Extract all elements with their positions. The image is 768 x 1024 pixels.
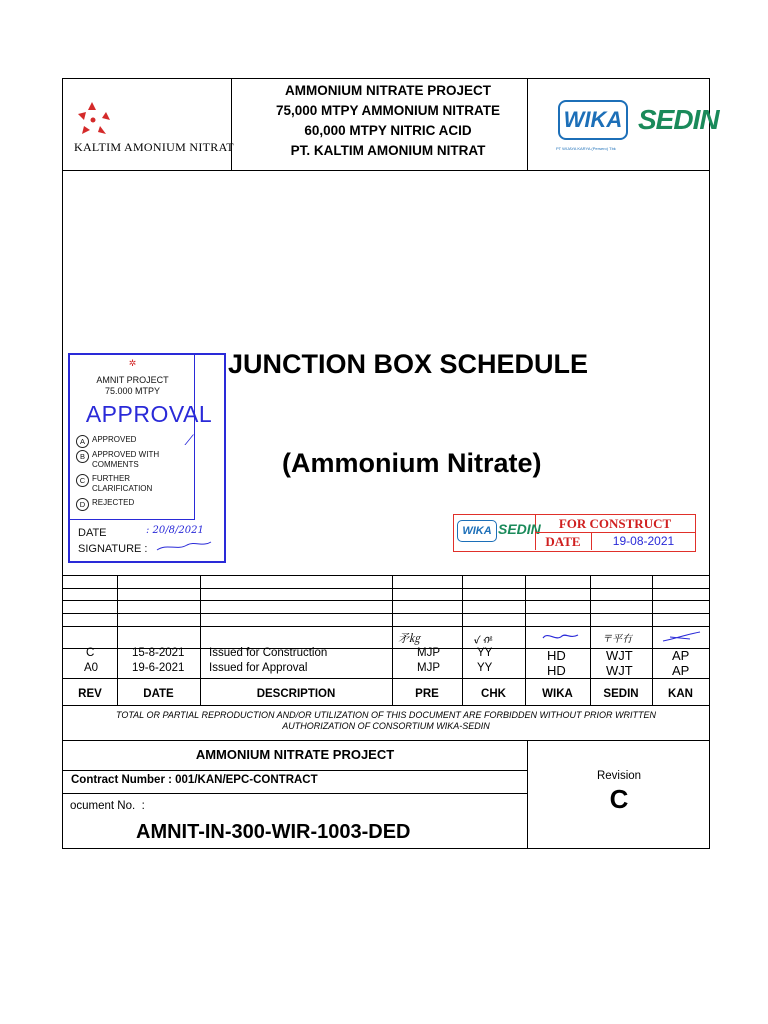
header-line-2: 75,000 MTPY AMMONIUM NITRATE [275, 103, 501, 118]
header-line-4: PT. KALTIM AMONIUM NITRAT [290, 143, 486, 158]
stamp-approval-heading: APPROVAL [85, 401, 213, 427]
option-a-text: APPROVED [92, 435, 137, 444]
approval-stamp [68, 353, 226, 563]
header-bottom-line [63, 170, 709, 171]
rev-table-line [63, 600, 709, 601]
option-b-text: APPROVED WITH COMMENTS [92, 450, 160, 469]
rev-row-a0-wika: HD [547, 663, 566, 678]
rev-row-a0-kan: AP [672, 663, 690, 678]
wika-signature-icon [540, 630, 580, 644]
rev-row-a0-date: 19-6-2021 [132, 662, 185, 674]
rev-col-divider [525, 575, 526, 705]
for-construct-label: FOR CONSTRUCT [535, 515, 695, 533]
wika-logo: WIKA [558, 100, 628, 140]
option-c-circle: C [76, 474, 89, 487]
footer-line [63, 770, 527, 771]
construct-wika-icon: WIKA [457, 520, 497, 542]
notice-bottom-line [63, 740, 709, 741]
rev-row-a0-rev: A0 [84, 662, 99, 674]
rev-col-divider [462, 575, 463, 705]
rev-row-c-rev: C [86, 647, 95, 659]
rev-row-c-description: Issued for Construction [209, 647, 328, 659]
rev-header-kan: KAN [668, 688, 693, 700]
rev-col-divider [117, 575, 118, 705]
rev-row-a0-sedin: WJT [606, 663, 633, 678]
stamp-line-2: 75.000 MTPY [104, 386, 161, 396]
rev-table-header-bottom [63, 705, 709, 706]
reproduction-notice: TOTAL OR PARTIAL REPRODUCTION AND/OR UTILIZATION OF THIS DOCUMENT ARE FORBIDDEN WITHOUT PRIOR WRITTEN AUTHORIZATION OF CONSORTIUM WIKA-SEDIN [115, 710, 657, 731]
rev-row-c-wika: HD [547, 648, 566, 663]
construct-sedin-icon: SEDIN [498, 521, 541, 537]
rev-table-line [63, 626, 709, 627]
footer-project: AMMONIUM NITRATE PROJECT [195, 747, 395, 762]
kaltim-logo [74, 100, 114, 136]
rev-header-pre: PRE [415, 688, 439, 700]
for-construct-stamp [453, 514, 696, 552]
chk-signature-icon: ᠊ᠠ ᡥ [473, 636, 492, 647]
option-b-circle: B [76, 450, 89, 463]
rev-header-description: DESCRIPTION [256, 688, 336, 700]
rev-row-c-date: 15-8-2021 [132, 647, 185, 659]
document-subtitle: (Ammonium Nitrate) [282, 448, 542, 478]
wika-subtitle: PT WIJAYA KARYA (Persero) Tbk [556, 146, 616, 151]
option-d-text: REJECTED [92, 498, 135, 507]
stamp-option-c [76, 474, 166, 494]
option-c-text: FURTHER CLARIFICATION [92, 474, 153, 493]
rev-row-a0-pre: MJP [417, 662, 440, 674]
footer-document-number: AMNIT-IN-300-WIR-1003-DED [136, 821, 411, 843]
construct-date-value: 19-08-2021 [612, 534, 675, 548]
stamp-option-a [76, 435, 136, 448]
header-line-1: AMMONIUM NITRATE PROJECT [285, 83, 491, 98]
rev-header-chk: CHK [481, 688, 506, 700]
rev-row-c-sedin: WJT [606, 648, 633, 663]
footer-document-label: ocument No. : [70, 800, 145, 812]
stamp-date-value: : 20/8/2021 [146, 525, 204, 536]
document-title: JUNCTION BOX SCHEDULE [228, 349, 589, 379]
footer-contract-number: Contract Number : 001/KAN/EPC-CONTRACT [71, 774, 318, 786]
rev-header-date: DATE [143, 688, 174, 700]
sedin-signature-icon: 〒平冇 [602, 634, 632, 645]
rev-header-rev: REV [78, 688, 102, 700]
pre-signature-icon: 矛㎏ [398, 632, 420, 645]
rev-col-divider [392, 575, 393, 705]
footer-revision-value: C [609, 784, 629, 814]
option-d-circle: D [76, 498, 89, 511]
option-a-circle: A [76, 435, 89, 448]
stamp-line-1: AMNIT PROJECT [96, 375, 169, 385]
rev-col-divider [652, 575, 653, 705]
header-divider-left [231, 79, 232, 170]
rev-table-top-line [63, 575, 709, 576]
stamp-date-label: DATE [78, 527, 107, 539]
rev-header-sedin: SEDIN [603, 688, 639, 700]
kaltim-logo-text: KALTIM AMONIUM NITRAT [74, 140, 234, 154]
kan-signature-icon [660, 630, 704, 644]
rev-header-wika: WIKA [542, 688, 573, 700]
construct-date-label: DATE [535, 533, 592, 550]
rev-table-line [63, 588, 709, 589]
footer-line [63, 793, 527, 794]
stamp-option-d [76, 498, 134, 511]
footer-revision-label: Revision [596, 770, 642, 782]
rev-row-c-kan: AP [672, 648, 690, 663]
kaltim-star-icon [74, 100, 114, 136]
stamp-signature-scribble [155, 539, 213, 553]
header-divider-right [527, 79, 528, 170]
rev-col-divider [590, 575, 591, 705]
rev-table-line [63, 613, 709, 614]
rev-row-c-chk: YY [477, 647, 493, 659]
rev-col-divider [200, 575, 201, 705]
stamp-signature-label: SIGNATURE : [78, 543, 148, 555]
header-line-3: 60,000 MTPY NITRIC ACID [304, 123, 472, 138]
rev-table-line [63, 678, 709, 679]
stamp-logo-icon: ✲ [128, 358, 137, 368]
rev-row-a0-description: Issued for Approval [209, 662, 308, 674]
rev-row-c-pre: MJP [417, 647, 440, 659]
approval-checkmark: ⁄ [188, 433, 191, 449]
stamp-option-b [76, 450, 166, 470]
rev-row-a0-chk: YY [477, 662, 493, 674]
construct-stamp-logo-area [454, 515, 541, 550]
sedin-logo: SEDIN [638, 104, 719, 135]
